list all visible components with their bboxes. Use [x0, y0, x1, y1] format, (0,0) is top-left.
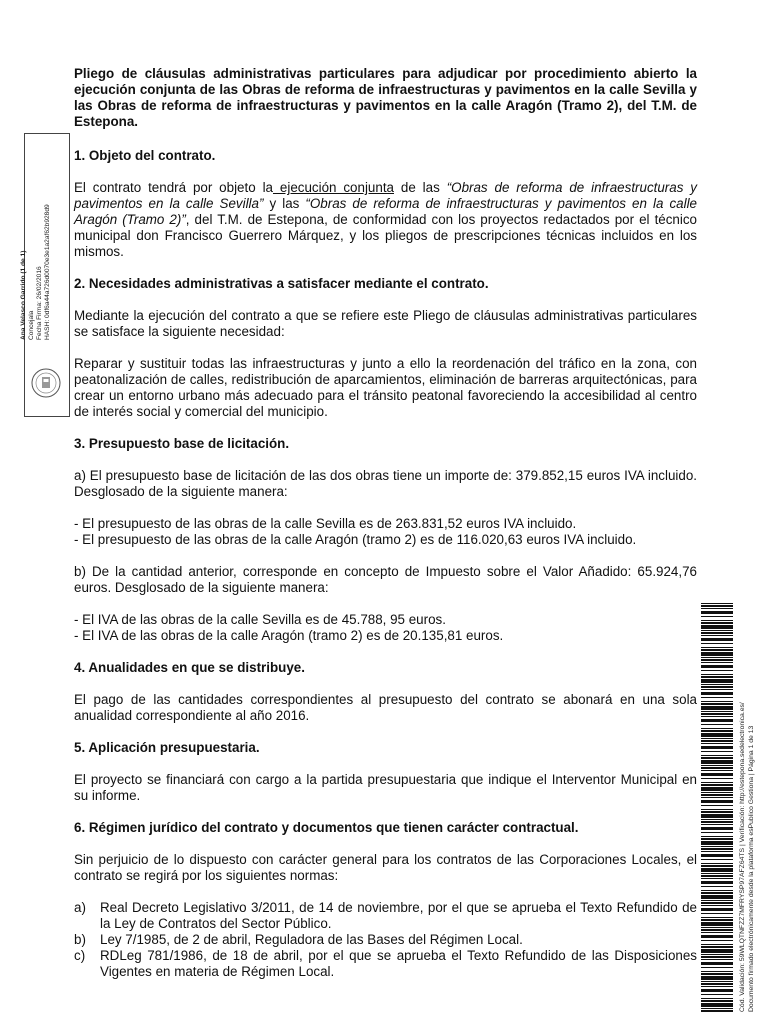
validation-line-1: Cód. Validación: 59WLQTNFZZ7MFRYSP97AFZ64TS | Verificación: http://estepona.sedelectronica.es/	[739, 702, 746, 1012]
section-3-budget-list	[74, 516, 697, 548]
list-item: - El presupuesto de las obras de la calle Aragón (tramo 2) es de 116.020,63 euros IVA incluido.	[74, 532, 637, 547]
section-1-heading: 1. Objeto del contrato.	[74, 148, 216, 163]
list-item: c) RDLeg 781/1986, de 18 de abril, por el que se aprueba el Texto Refundido de las Disposiciones Vigentes en materia de Régimen Local.	[74, 948, 697, 979]
section-1-paragraph: El contrato tendrá por objeto la ejecución conjunta de las “Obras de reforma de infraestructuras y pavimentos en la calle Sevilla” y las “Obras de reforma de infraestructuras y pavimentos en la calle Aragón (Tramo 2)”, del T.M. de Estepona, de conformidad con los proyectos redactados por el técnico municipal don Francisco Guerrero Márquez, y los pliegos de prescripciones técnicas incluidos en los mismos.	[74, 180, 697, 259]
stamp-hash: HASH: 0df6a44a726d0070e3e1a2af62b928d9	[44, 204, 51, 340]
section-4-heading: 4. Anualidades en que se distribuye.	[74, 660, 305, 675]
validation-barcode-icon	[701, 603, 733, 1013]
list-item: - El presupuesto de las obras de la calle Sevilla es de 263.831,52 euros IVA incluido.	[74, 516, 577, 531]
validation-text	[738, 702, 756, 1012]
section-3-paragraph-2: b) De la cantidad anterior, corresponde en concepto de Impuesto sobre el Valor Añadido: 65.924,76 euros. Desglosado de la siguiente manera:	[74, 564, 697, 595]
section-5-paragraph: El proyecto se financiará con cargo a la partida presupuestaria que indique el Interventor Municipal en su informe.	[74, 772, 697, 803]
stamp-role: Concejala	[28, 310, 35, 340]
document-title: Pliego de cláusulas administrativas particulares para adjudicar por procedimiento abierto la ejecución conjunta de las Obras de reforma de infraestructuras y pavimentos en la calle Sevilla y las Obras de reforma de infraestructuras y pavimentos en la calle Aragón (Tramo 2), del T.M. de Estepona.	[74, 66, 697, 129]
signature-stamp-text	[20, 204, 52, 340]
municipal-seal-icon	[30, 367, 62, 399]
section-2-paragraph-2: Reparar y sustituir todas las infraestructuras y junto a ello la reordenación del tráfico en la zona, con peatonalización de calles, redistribución de aparcamientos, eliminación de barreras arquitectónicas, para crear un entorno urbano más adecuado para el tránsito peatonal favoreciendo la accesibilidad al centro de interés social y comercial del municipio.	[74, 356, 697, 419]
document-page	[74, 66, 697, 980]
section-2-heading: 2. Necesidades administrativas a satisfacer mediante el contrato.	[74, 276, 489, 291]
section-6-norms-list	[74, 900, 697, 980]
section-5-heading: 5. Aplicación presupuestaria.	[74, 740, 260, 755]
section-2-paragraph-1: Mediante la ejecución del contrato a que se refiere este Pliego de cláusulas administrativas particulares se satisface la siguiente necesidad:	[74, 308, 697, 339]
list-item: - El IVA de las obras de la calle Aragón (tramo 2) es de 20.135,81 euros.	[74, 628, 504, 643]
stamp-date: Fecha Firma: 26/02/2016	[36, 266, 43, 340]
stamp-signer: Ana Velasco Garrido (1 de 1)	[20, 250, 27, 340]
list-item: - El IVA de las obras de la calle Sevilla es de 45.788, 95 euros.	[74, 612, 446, 627]
list-item: a) Real Decreto Legislativo 3/2011, de 14 de noviembre, por el que se aprueba el Texto Refundido de la Ley de Contratos del Sector Público.	[74, 900, 697, 931]
section-3-paragraph-1: a) El presupuesto base de licitación de las dos obras tiene un importe de: 379.852,15 euros IVA incluido. Desglosado de la siguiente manera:	[74, 468, 697, 499]
section-4-paragraph: El pago de las cantidades correspondientes al presupuesto del contrato se abonará en una sola anualidad correspondiente al año 2016.	[74, 692, 697, 723]
section-3-heading: 3. Presupuesto base de licitación.	[74, 436, 290, 451]
list-item: b) Ley 7/1985, de 2 de abril, Reguladora de las Bases del Régimen Local.	[74, 932, 523, 947]
section-6-paragraph: Sin perjuicio de lo dispuesto con carácter general para los contratos de las Corporaciones Locales, el contrato se regirá por los siguientes normas:	[74, 852, 697, 883]
section-3-vat-list	[74, 612, 697, 644]
validation-line-2: Documento firmado electrónicamente desde la plataforma esPublico Gestiona | Página 1 de 13	[748, 725, 755, 1012]
section-6-heading: 6. Régimen jurídico del contrato y documentos que tienen carácter contractual.	[74, 820, 579, 835]
